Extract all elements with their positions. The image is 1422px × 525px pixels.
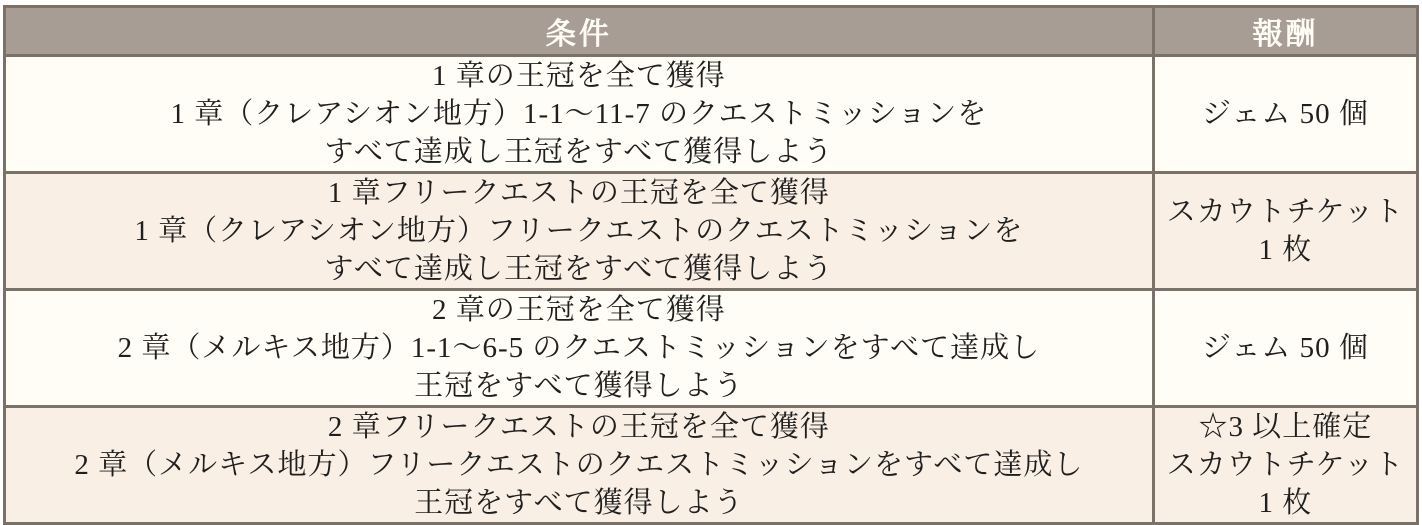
condition-line: 1 章（クレアシオン地方）1-1〜11-7 のクエストミッションを: [170, 98, 988, 130]
condition-cell: [5, 407, 1154, 524]
condition-line: 1 章フリークエストの王冠を全て獲得: [327, 177, 830, 209]
condition-line: すべて達成し王冠をすべて獲得しよう: [324, 136, 834, 168]
table-row: [5, 56, 1418, 173]
condition-cell: [5, 173, 1154, 290]
condition-line: 2 章（メルキス地方）1-1〜6-5 のクエストミッションをすべて達成し: [117, 332, 1041, 364]
condition-line: すべて達成し王冠をすべて獲得しよう: [324, 253, 834, 285]
reward-cell: [1153, 407, 1417, 524]
condition-cell: [5, 290, 1154, 407]
condition-cell: [5, 56, 1154, 173]
condition-line: 1 章の王冠を全て獲得: [432, 60, 726, 92]
reward-cell: [1153, 173, 1417, 290]
reward-line: 1 枚: [1258, 487, 1313, 519]
reward-cell: [1153, 56, 1417, 173]
header-row: [5, 7, 1418, 56]
reward-line: スカウトチケット: [1166, 449, 1405, 481]
reward-line: ジェム 50 個: [1201, 98, 1369, 130]
reward-line: ☆3 以上確定: [1198, 411, 1373, 443]
reward-line: スカウトチケット: [1166, 196, 1405, 228]
condition-line: 2 章（メルキス地方）フリークエストのクエストミッションをすべて達成し: [74, 449, 1084, 481]
table-row: [5, 290, 1418, 407]
reward-column-header: 報酬: [1153, 7, 1417, 56]
condition-column-header: 条件: [5, 7, 1154, 56]
reward-line: 1 枚: [1258, 234, 1313, 266]
condition-line: 王冠をすべて獲得しよう: [414, 487, 744, 519]
table-row: [5, 173, 1418, 290]
table-row: [5, 407, 1418, 524]
condition-line: 1 章（クレアシオン地方）フリークエストのクエストミッションを: [134, 215, 1024, 247]
condition-line: 2 章フリークエストの王冠を全て獲得: [327, 411, 830, 443]
reward-cell: [1153, 290, 1417, 407]
condition-line: 2 章の王冠を全て獲得: [432, 294, 726, 326]
condition-line: 王冠をすべて獲得しよう: [414, 370, 744, 402]
reward-line: ジェム 50 個: [1201, 332, 1369, 364]
mission-reward-table: [3, 5, 1419, 525]
